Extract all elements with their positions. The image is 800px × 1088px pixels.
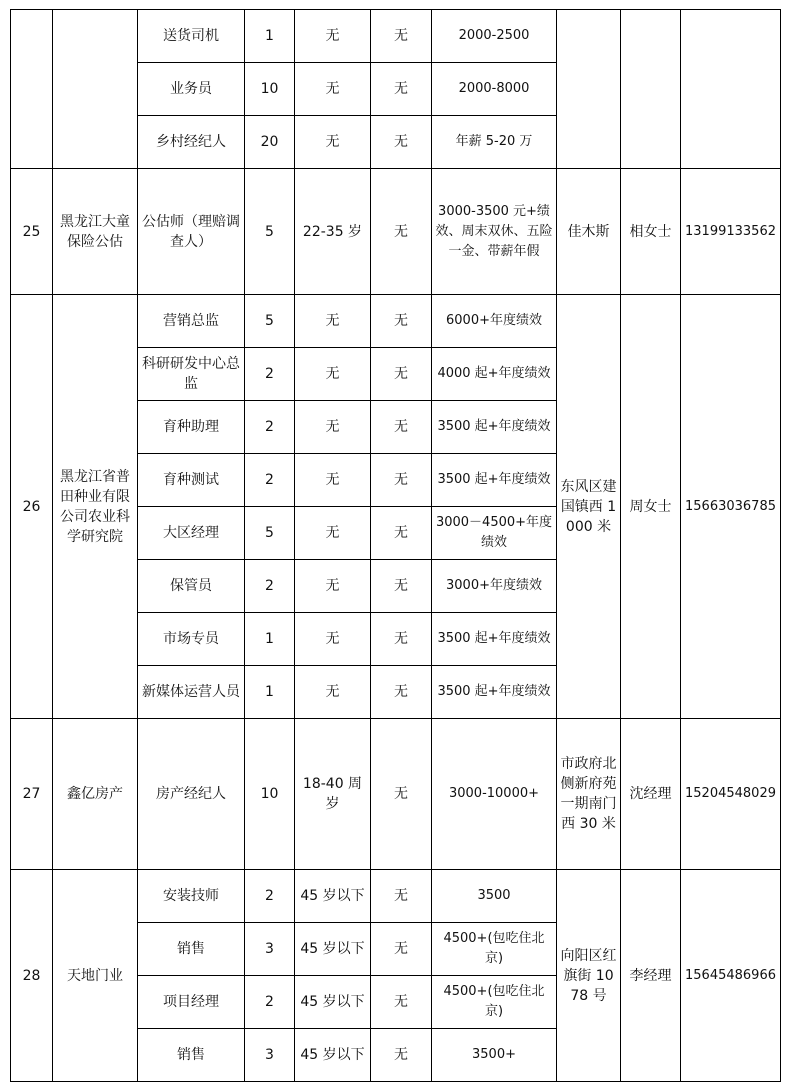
- position-cell: 保管员: [138, 560, 245, 613]
- position-cell: 项目经理: [138, 976, 245, 1029]
- headcount-cell: 5: [245, 295, 295, 348]
- position-cell: 市场专员: [138, 613, 245, 666]
- contact-cell: [621, 10, 681, 169]
- job-listing-table: [10, 9, 781, 1082]
- headcount-cell: 2: [245, 976, 295, 1029]
- company-cell: 天地门业: [53, 870, 138, 1082]
- position-cell: 大区经理: [138, 507, 245, 560]
- position-cell: 送货司机: [138, 10, 245, 63]
- headcount-cell: 2: [245, 870, 295, 923]
- salary-cell: 3500 起+年度绩效: [432, 401, 557, 454]
- address-cell: 市政府北侧新府苑一期南门西 30 米: [557, 719, 621, 870]
- address-cell: 东风区建国镇西 1000 米: [557, 295, 621, 719]
- position-cell: 销售: [138, 1029, 245, 1082]
- index-cell: 25: [11, 169, 53, 295]
- phone-cell: 15663036785: [681, 295, 781, 719]
- headcount-cell: 3: [245, 923, 295, 976]
- headcount-cell: 1: [245, 613, 295, 666]
- salary-cell: 3500 起+年度绩效: [432, 613, 557, 666]
- age-cell: 无: [295, 295, 371, 348]
- contact-cell: 沈经理: [621, 719, 681, 870]
- headcount-cell: 2: [245, 348, 295, 401]
- position-cell: 科研研发中心总监: [138, 348, 245, 401]
- position-cell: 业务员: [138, 63, 245, 116]
- education-cell: 无: [371, 976, 432, 1029]
- education-cell: 无: [371, 870, 432, 923]
- education-cell: 无: [371, 613, 432, 666]
- position-cell: 营销总监: [138, 295, 245, 348]
- age-cell: 45 岁以下: [295, 923, 371, 976]
- education-cell: 无: [371, 923, 432, 976]
- salary-cell: 4000 起+年度绩效: [432, 348, 557, 401]
- education-cell: 无: [371, 454, 432, 507]
- age-cell: 45 岁以下: [295, 976, 371, 1029]
- salary-cell: 3500 起+年度绩效: [432, 454, 557, 507]
- salary-cell: 3500: [432, 870, 557, 923]
- education-cell: 无: [371, 10, 432, 63]
- table-row: [11, 169, 781, 295]
- index-cell: 26: [11, 295, 53, 719]
- salary-cell: 6000+年度绩效: [432, 295, 557, 348]
- position-cell: 公估师（理赔调查人）: [138, 169, 245, 295]
- position-cell: 育种测试: [138, 454, 245, 507]
- phone-cell: [681, 10, 781, 169]
- address-cell: 佳木斯: [557, 169, 621, 295]
- position-cell: 乡村经纪人: [138, 116, 245, 169]
- contact-cell: 周女士: [621, 295, 681, 719]
- education-cell: 无: [371, 63, 432, 116]
- table-row: [11, 719, 781, 870]
- education-cell: 无: [371, 401, 432, 454]
- education-cell: 无: [371, 719, 432, 870]
- phone-cell: 13199133562: [681, 169, 781, 295]
- company-cell: [53, 10, 138, 169]
- position-cell: 销售: [138, 923, 245, 976]
- salary-cell: 3500 起+年度绩效: [432, 666, 557, 719]
- table-row: [11, 295, 781, 348]
- education-cell: 无: [371, 169, 432, 295]
- headcount-cell: 2: [245, 401, 295, 454]
- education-cell: 无: [371, 1029, 432, 1082]
- education-cell: 无: [371, 666, 432, 719]
- education-cell: 无: [371, 116, 432, 169]
- age-cell: 无: [295, 10, 371, 63]
- education-cell: 无: [371, 560, 432, 613]
- position-cell: 房产经纪人: [138, 719, 245, 870]
- salary-cell: 2000-8000: [432, 63, 557, 116]
- age-cell: 无: [295, 401, 371, 454]
- age-cell: 无: [295, 116, 371, 169]
- age-cell: 22-35 岁: [295, 169, 371, 295]
- age-cell: 18-40 周岁: [295, 719, 371, 870]
- company-cell: 黑龙江大童保险公估: [53, 169, 138, 295]
- age-cell: 无: [295, 560, 371, 613]
- headcount-cell: 5: [245, 507, 295, 560]
- age-cell: 45 岁以下: [295, 870, 371, 923]
- company-cell: 黑龙江省普田种业有限公司农业科学研究院: [53, 295, 138, 719]
- education-cell: 无: [371, 295, 432, 348]
- company-cell: 鑫亿房产: [53, 719, 138, 870]
- age-cell: 无: [295, 348, 371, 401]
- position-cell: 育种助理: [138, 401, 245, 454]
- age-cell: 45 岁以下: [295, 1029, 371, 1082]
- headcount-cell: 10: [245, 63, 295, 116]
- age-cell: 无: [295, 454, 371, 507]
- age-cell: 无: [295, 613, 371, 666]
- education-cell: 无: [371, 348, 432, 401]
- salary-cell: 3000－4500+年度绩效: [432, 507, 557, 560]
- contact-cell: 李经理: [621, 870, 681, 1082]
- salary-cell: 4500+(包吃住北京): [432, 976, 557, 1029]
- index-cell: 28: [11, 870, 53, 1082]
- headcount-cell: 3: [245, 1029, 295, 1082]
- salary-cell: 2000-2500: [432, 10, 557, 63]
- salary-cell: 年薪 5-20 万: [432, 116, 557, 169]
- address-cell: 向阳区红旗街 1078 号: [557, 870, 621, 1082]
- headcount-cell: 1: [245, 10, 295, 63]
- age-cell: 无: [295, 666, 371, 719]
- table-row: [11, 870, 781, 923]
- salary-cell: 3500+: [432, 1029, 557, 1082]
- salary-cell: 3000-10000+: [432, 719, 557, 870]
- age-cell: 无: [295, 507, 371, 560]
- contact-cell: 相女士: [621, 169, 681, 295]
- headcount-cell: 5: [245, 169, 295, 295]
- headcount-cell: 10: [245, 719, 295, 870]
- phone-cell: 15645486966: [681, 870, 781, 1082]
- phone-cell: 15204548029: [681, 719, 781, 870]
- headcount-cell: 1: [245, 666, 295, 719]
- age-cell: 无: [295, 63, 371, 116]
- salary-cell: 4500+(包吃住北京): [432, 923, 557, 976]
- education-cell: 无: [371, 507, 432, 560]
- headcount-cell: 2: [245, 560, 295, 613]
- headcount-cell: 20: [245, 116, 295, 169]
- index-cell: 27: [11, 719, 53, 870]
- table-row: [11, 10, 781, 63]
- index-cell: [11, 10, 53, 169]
- salary-cell: 3000+年度绩效: [432, 560, 557, 613]
- headcount-cell: 2: [245, 454, 295, 507]
- address-cell: [557, 10, 621, 169]
- position-cell: 安装技师: [138, 870, 245, 923]
- salary-cell: 3000-3500 元+绩效、周末双休、五险一金、带薪年假: [432, 169, 557, 295]
- position-cell: 新媒体运营人员: [138, 666, 245, 719]
